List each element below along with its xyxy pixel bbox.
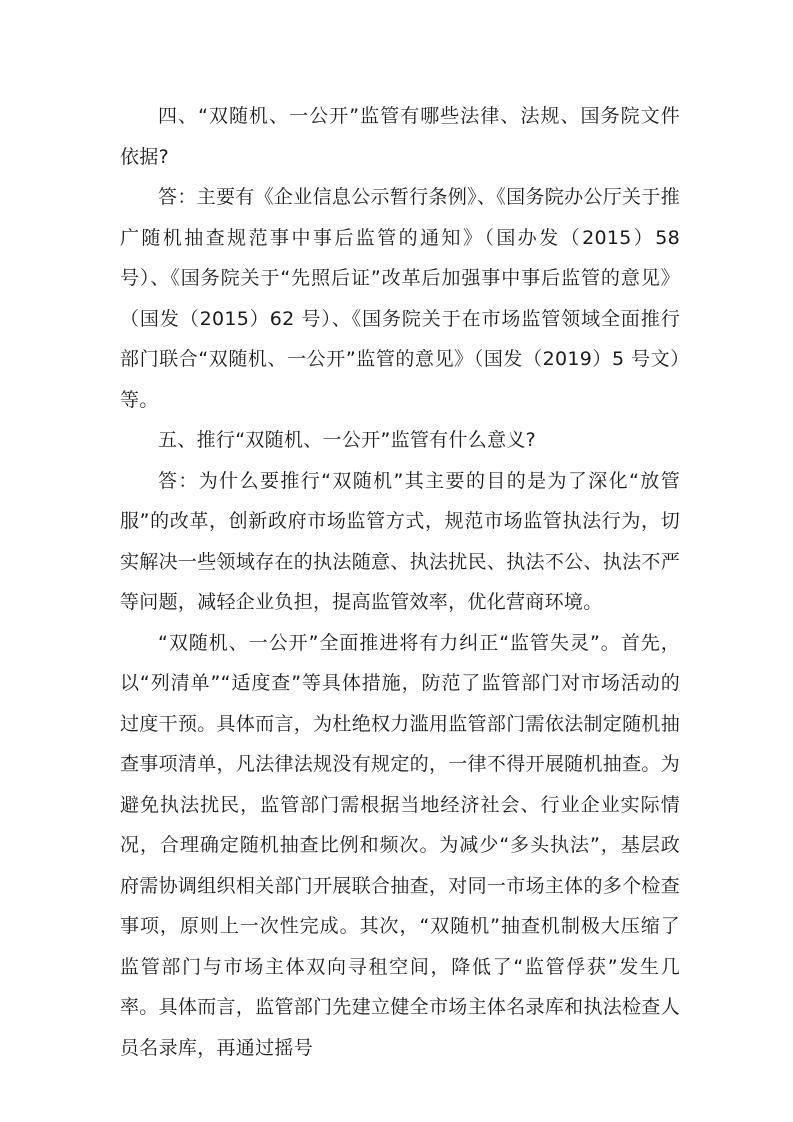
document-page — [120, 96, 680, 1068]
section-five-paragraph: “双随机、一公开”全面推进将有力纠正“监管失灵”。首先，以“列清单”“适度查”等具体措施，防范了监管部门对市场活动的过度干预。具体而言，为杜绝权力滥用监管部门需依法制定随机抽查事项清单，凡法律法规没有规定的，一律不得开展随机抽查。为避免执法扰民，监管部门需根据当地经济社会、行业企业实际情况，合理确定随机抽查比例和频次。为减少“多头执法”，基层政府需协调组织相关部门开展联合抽查，对同一市场主体的多个检查事项，原则上一次性完成。其次，“双随机”抽查机制极大压缩了监管部门与市场主体双向寻租空间，降低了“监管俘获”发生几率。具体而言，监管部门先建立健全市场主体名录库和执法检查人员名录库，再通过摇号 — [120, 631, 680, 1059]
section-four-answer: 答：主要有《企业信息公示暂行条例》、《国务院办公厅关于推广随机抽查规范事中事后监管的通知》（国办发（2015）58 号）、《国务院关于“先照后证”改革后加强事中事后监管的意见》（国发（2015）62 号）、《国务院关于在市场监管领域全面推行部门联合“双随机、一公开”监管的意见》（国发（2019）5 号文）等。 — [120, 186, 680, 411]
section-five-heading: 五、推行“双随机、一公开”监管有什么意义? — [158, 429, 537, 451]
section-four-heading: 四、“双随机、一公开”监管有哪些法律、法规、国务院文件依据? — [120, 105, 680, 168]
section-five-answer: 答：为什么要推行“双随机”其主要的目的是为了深化“放管服”的改革，创新政府市场监管方式，规范市场监管执法行为，切实解决一些领域存在的执法随意、执法扰民、执法不公、执法不严等问题，减轻企业负担，提高监管效率，优化营商环境。 — [120, 469, 680, 613]
